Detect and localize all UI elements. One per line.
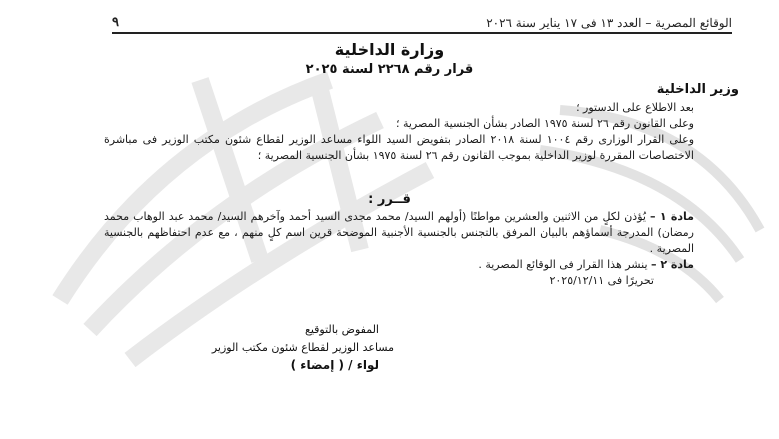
preamble-block bbox=[104, 100, 694, 164]
gazette-issue-line: الوقائع المصرية – العدد ١٣ فى ١٧ يناير سنة ٢٠٢٦ bbox=[486, 16, 732, 30]
gazette-header bbox=[112, 8, 732, 30]
preamble-line: بعد الاطلاع على الدستور ؛ bbox=[576, 101, 694, 114]
article-1-text: يُؤذن لكلٍ من الاثنين والعشرين مواطنًا (أولهم السيد/ محمد مجدى السيد أحمد وآخرهم السيد/ محمد عبد الوهاب محمد رمضان) المدرجة أسماؤهم بالبيان المرفق بالتجنس بالجنسية الأجنبية الموضحة قرين اسم كلٍ منهم ، مع عدم احتفاظهم بالجنسية المصرية . bbox=[104, 210, 694, 255]
article-1-label: مادة ١ – bbox=[649, 210, 694, 223]
articles-block bbox=[104, 209, 694, 289]
decree-number: قرار رقم ٢٢٦٨ لسنة ٢٠٢٥ bbox=[305, 62, 474, 77]
signature-authority: المفوض بالتوقيع bbox=[304, 323, 379, 336]
article-1 bbox=[104, 209, 694, 257]
article-2-text: ينشر هذا القرار فى الوقائع المصرية . bbox=[478, 258, 648, 271]
article-2-label: مادة ٢ – bbox=[651, 258, 694, 271]
page-number: ٩ bbox=[112, 15, 119, 30]
signature-name: لواء / ( إمضاء ) bbox=[290, 358, 379, 372]
date-line: تحريرًا فى ٢٠٢٥/١٢/١١ bbox=[549, 274, 654, 287]
header-divider bbox=[112, 32, 732, 34]
preamble-line: وعلى القانون رقم ٢٦ لسنة ١٩٧٥ الصادر بشأن الجنسية المصرية ؛ bbox=[395, 117, 694, 130]
minister-heading: وزير الداخلية bbox=[656, 82, 739, 97]
preamble-line: وعلى القرار الوزارى رقم ١٠٠٤ لسنة ٢٠١٨ الصادر بتفويض السيد اللواء مساعد الوزير لقطاع شئون مكتب الوزير فى مباشرة الاختصاصات المقررة لوزير الداخلية بموجب القانون رقم ٢٦ لسنة ١٩٧٥ بشأن الجنسية المصرية ؛ bbox=[104, 133, 695, 162]
article-2 bbox=[104, 257, 694, 273]
ministry-title: وزارة الداخلية bbox=[334, 40, 445, 59]
decision-heading: قــرر : bbox=[368, 192, 411, 207]
signature-title: مساعد الوزير لقطاع شئون مكتب الوزير bbox=[211, 341, 394, 354]
